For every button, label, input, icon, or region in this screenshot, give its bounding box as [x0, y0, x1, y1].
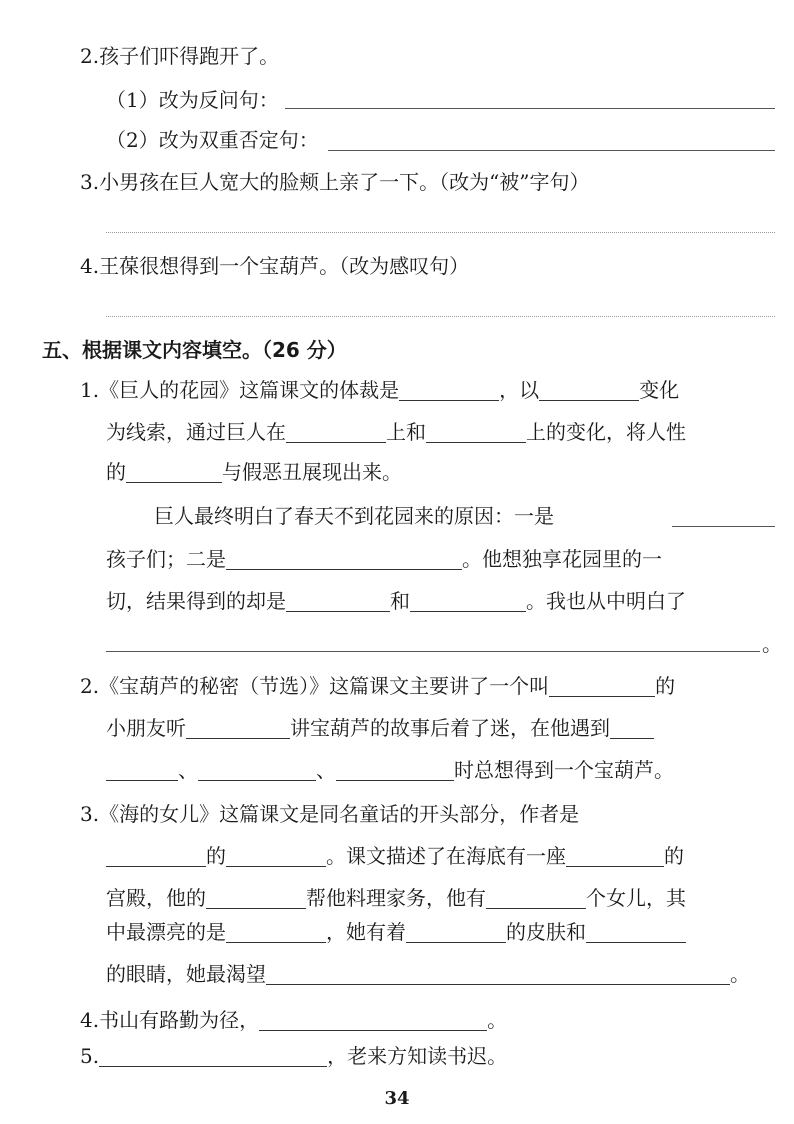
blank[interactable] — [198, 758, 316, 781]
page-number: 34 — [384, 1088, 410, 1109]
q5-item2-line2: 小朋友听 讲宝葫芦的故事后着了迷，在他遇到 — [106, 714, 654, 742]
q5-item1-line4: 巨人最终明白了春天不到花园来的原因：一是 — [154, 504, 554, 528]
q5-item1-line2: 为线索，通过巨人在 上和 上的变化，将人性 — [106, 420, 686, 444]
q4-item2-sub2-answer-line[interactable] — [328, 150, 775, 151]
q5-item2-line3: 、 、 时总想得到一个宝葫芦。 — [106, 756, 674, 784]
blank[interactable] — [410, 589, 526, 612]
blank[interactable] — [286, 420, 386, 443]
blank[interactable] — [99, 1044, 327, 1067]
q5-item2-line1: 2.《宝葫芦的秘密（节选）》这篇课文主要讲了一个叫 的 — [80, 674, 676, 698]
q4-item4-sentence: 4.王葆很想得到一个宝葫芦。（改为感叹句） — [80, 254, 470, 278]
q5-item1-line6: 切，结果得到的却是 和 。我也从中明白了 — [106, 589, 686, 613]
q5-item1-line5: 孩子们；二是 。他想独享花园里的一 — [106, 547, 662, 571]
blank[interactable] — [539, 378, 639, 401]
q4-item4-answer-line[interactable] — [106, 316, 775, 317]
blank[interactable] — [486, 886, 586, 909]
q4-item2-sub2-label: （2）改为双重否定句： — [106, 128, 319, 152]
q5-item5-line: 5. ，老来方知读书迟。 — [80, 1044, 508, 1068]
blank[interactable] — [266, 962, 730, 985]
blank[interactable] — [286, 589, 390, 612]
blank[interactable] — [566, 844, 664, 867]
q5-item1-line1: 1.《巨人的花园》这篇课文的体裁是 ，以 变化 — [80, 378, 680, 402]
q5-item3-line5: 的眼睛，她最渴望 。 — [106, 962, 750, 986]
blank[interactable] — [106, 844, 206, 867]
q5-item3-line3: 宫殿，他的 帮他料理家务，他有 个女儿，其 — [106, 886, 686, 910]
blank[interactable] — [426, 420, 526, 443]
blank[interactable] — [126, 460, 222, 483]
blank[interactable] — [226, 547, 462, 570]
q5-item3-line4: 中最漂亮的是 ，她有着 的皮肤和 — [106, 918, 686, 946]
q5-item1-line7-end: 。 — [762, 632, 782, 656]
blank[interactable] — [226, 920, 326, 943]
q4-item2-sentence: 2.孩子们吓得跑开了。 — [80, 44, 280, 68]
section-5-heading: 五、根据课文内容填空。（26 分） — [42, 338, 347, 362]
blank[interactable] — [549, 674, 655, 697]
q5-item3-line2: 的 。课文描述了在海底有一座 的 — [106, 842, 684, 870]
q4-item2-sub1-answer-line[interactable] — [285, 108, 775, 109]
blank[interactable] — [610, 716, 654, 739]
blank[interactable] — [259, 1008, 487, 1031]
blank[interactable] — [406, 920, 506, 943]
blank[interactable] — [206, 886, 306, 909]
blank[interactable] — [336, 758, 454, 781]
q4-item2-sub1-label: （1）改为反问句： — [106, 88, 279, 112]
q5-item4-line: 4.书山有路勤为径， 。 — [80, 1008, 508, 1032]
blank[interactable] — [106, 651, 760, 652]
blank[interactable] — [186, 716, 290, 739]
blank[interactable] — [672, 526, 775, 527]
q4-item3-sentence: 3.小男孩在巨人宽大的脸颊上亲了一下。（改为“被”字句） — [80, 170, 590, 194]
blank[interactable] — [226, 844, 326, 867]
q4-item3-answer-line[interactable] — [106, 232, 775, 233]
q5-item1-line3: 的 与假恶丑展现出来。 — [106, 460, 402, 484]
q5-item3-line1: 3.《海的女儿》这篇课文是同名童话的开头部分，作者是 — [80, 802, 580, 826]
blank[interactable] — [586, 920, 686, 943]
blank[interactable] — [106, 758, 178, 781]
blank[interactable] — [399, 378, 499, 401]
